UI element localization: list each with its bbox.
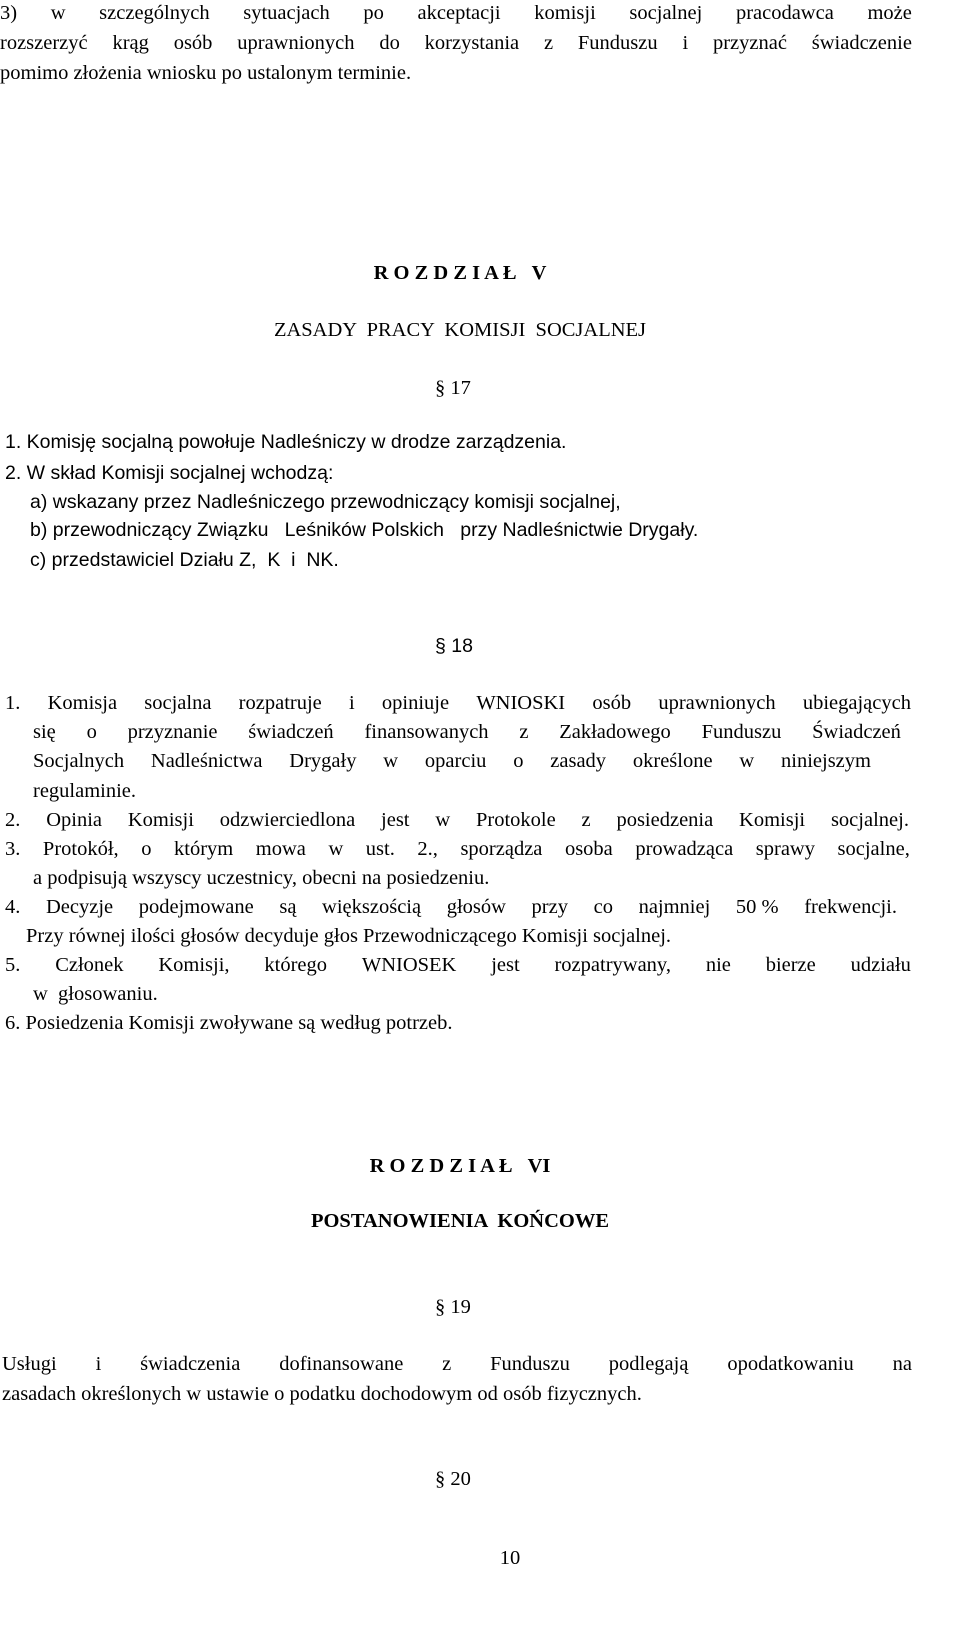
word: uprawnionych	[237, 32, 355, 54]
s18-p1-line-4: regulaminie.	[33, 780, 137, 802]
word: 4.	[5, 896, 21, 918]
s18-p1-line-3	[33, 751, 871, 772]
word: i	[95, 1353, 102, 1375]
section-19-heading: § 19	[435, 1296, 471, 1318]
s18-p2	[5, 810, 909, 831]
word: świadczeń	[248, 721, 334, 743]
word: posiedzenia	[616, 809, 714, 831]
word: WNIOSEK	[361, 954, 457, 976]
word: uprawnionych	[658, 692, 776, 714]
word: pracodawca	[735, 2, 834, 24]
word: określone	[632, 750, 713, 772]
word: 3)	[0, 2, 18, 24]
word: przy	[531, 896, 568, 918]
word: dofinansowane	[279, 1353, 404, 1375]
word: może	[867, 2, 912, 24]
s17-item-2: 2. W skład Komisji socjalnej wchodzą:	[5, 462, 334, 484]
intro-line-2	[0, 33, 912, 54]
s19-line-1	[2, 1354, 912, 1375]
word: Zakładowego	[559, 721, 671, 743]
s18-p4-line-2: Przy równej ilości głosów decyduje głos Przewodniczącego Komisji socjalnej.	[26, 925, 672, 947]
section-18-heading: § 18	[435, 635, 473, 657]
chapter-v-label: R O Z D Z I A Ł V	[373, 262, 547, 284]
word: osób	[592, 692, 632, 714]
word: Świadczeń	[812, 721, 901, 743]
word: bierze	[765, 954, 816, 976]
word: korzystania	[424, 32, 520, 54]
word: z	[519, 721, 529, 743]
word: w	[435, 809, 451, 831]
word: osób	[173, 32, 213, 54]
word: prowadząca	[635, 838, 734, 860]
word: zasady	[550, 750, 607, 772]
s18-p4-line-1	[5, 897, 897, 918]
word: krąg	[112, 32, 149, 54]
word: podlegają	[608, 1353, 689, 1375]
word: Funduszu	[490, 1353, 570, 1375]
word: udziału	[850, 954, 911, 976]
s18-p5-line-2: w głosowaniu.	[33, 983, 158, 1005]
page-number: 10	[499, 1547, 521, 1569]
word: są	[279, 896, 297, 918]
word: większością	[322, 896, 422, 918]
word: finansowanych	[364, 721, 489, 743]
word: z	[442, 1353, 452, 1375]
word: Funduszu	[701, 721, 782, 743]
word: świadczenia	[140, 1353, 241, 1375]
word: opodatkowaniu	[727, 1353, 854, 1375]
word: z	[543, 32, 554, 54]
word: sytuacjach	[243, 2, 330, 24]
word: którego	[264, 954, 328, 976]
word: socjalnej.	[830, 809, 909, 831]
word: akceptacji	[417, 2, 501, 24]
section-20-heading: § 20	[435, 1468, 471, 1490]
word: po	[363, 2, 384, 24]
word: ust.	[365, 838, 395, 860]
word: przyznać	[712, 32, 787, 54]
word: szczególnych	[99, 2, 210, 24]
word: Komisja	[47, 692, 118, 714]
word: Funduszu	[577, 32, 658, 54]
word: najmniej	[638, 896, 711, 918]
word: jest	[381, 809, 410, 831]
word: rozpatrywany,	[554, 954, 671, 976]
word: 2.	[5, 809, 21, 831]
word: odzwierciedlona	[219, 809, 356, 831]
word: socjalne,	[837, 838, 910, 860]
word: socjalna	[144, 692, 212, 714]
word: Członek	[55, 954, 124, 976]
intro-line-1	[0, 3, 912, 24]
word: Komisji,	[158, 954, 230, 976]
word: 3.	[5, 838, 21, 860]
word: Opinia	[46, 809, 102, 831]
word: przyznanie	[127, 721, 218, 743]
s18-p1-line-2	[33, 722, 901, 743]
word: co	[593, 896, 613, 918]
word: 2.,	[417, 838, 438, 860]
word: jest	[491, 954, 520, 976]
s17-item-b: b) przewodniczący Związku Leśników Polskich przy Nadleśnictwie Drygały.	[30, 519, 699, 541]
word: o	[513, 750, 524, 772]
word: w	[50, 2, 66, 24]
word: WNIOSKI	[476, 692, 566, 714]
word: ubiegających	[802, 692, 911, 714]
word: mowa	[255, 838, 306, 860]
word: głosów	[446, 896, 506, 918]
word: do	[379, 32, 400, 54]
word: sporządza	[460, 838, 543, 860]
word: podejmowane	[138, 896, 254, 918]
s18-p6: 6. Posiedzenia Komisji zwoływane są według potrzeb.	[5, 1012, 453, 1034]
s17-item-a: a) wskazany przez Nadleśniczego przewodniczący komisji socjalnej,	[30, 491, 621, 513]
word: 50 %	[735, 896, 779, 918]
word: w	[739, 750, 755, 772]
word: Protokole	[475, 809, 556, 831]
section-17-heading: § 17	[435, 377, 471, 399]
s18-p3-line-1	[5, 839, 910, 860]
s19-line-2: zasadach określonych w ustawie o podatku dochodowym od osób fizycznych.	[2, 1383, 642, 1405]
word: socjalnej	[629, 2, 703, 24]
s17-item-1: 1. Komisję socjalną powołuje Nadleśniczy w drodze zarządzenia.	[5, 431, 567, 453]
word: na	[892, 1353, 912, 1375]
word: Komisji	[127, 809, 194, 831]
chapter-vi-title: POSTANOWIENIA KOŃCOWE	[310, 1210, 610, 1232]
word: opiniuje	[381, 692, 450, 714]
intro-line-3: pomimo złożenia wniosku po ustalonym terminie.	[0, 62, 412, 84]
word: sprawy	[755, 838, 815, 860]
word: rozszerzyć	[0, 32, 88, 54]
word: komisji	[534, 2, 596, 24]
word: i	[348, 692, 355, 714]
word: w	[328, 838, 344, 860]
word: nie	[705, 954, 731, 976]
word: Komisji	[739, 809, 806, 831]
chapter-v-title: ZASADY PRACY KOMISJI SOCJALNEJ	[273, 319, 647, 341]
word: frekwencji.	[804, 896, 897, 918]
s18-p1-line-1	[5, 693, 911, 714]
word: o	[141, 838, 152, 860]
word: w	[383, 750, 399, 772]
word: którym	[174, 838, 234, 860]
word: o	[86, 721, 97, 743]
word: Decyzje	[45, 896, 114, 918]
word: się	[33, 721, 56, 743]
word: rozpatruje	[238, 692, 322, 714]
word: Usługi	[2, 1353, 57, 1375]
chapter-vi-label: R O Z D Z I A Ł VI	[369, 1155, 551, 1177]
s18-p5-line-1	[5, 955, 911, 976]
word: świadczenie	[811, 32, 912, 54]
word: 1.	[5, 692, 21, 714]
word: osoba	[564, 838, 613, 860]
word: i	[682, 32, 689, 54]
s18-p3-line-2: a podpisują wszyscy uczestnicy, obecni na posiedzeniu.	[33, 867, 490, 889]
word: Socjalnych	[33, 750, 125, 772]
word: Drygały	[289, 750, 357, 772]
word: oparciu	[424, 750, 487, 772]
word: niniejszym	[781, 750, 871, 772]
s17-item-c: c) przedstawiciel Działu Z, K i NK.	[30, 549, 339, 571]
word: Nadleśnictwa	[150, 750, 263, 772]
word: Protokół,	[42, 838, 119, 860]
word: z	[581, 809, 591, 831]
word: 5.	[5, 954, 21, 976]
